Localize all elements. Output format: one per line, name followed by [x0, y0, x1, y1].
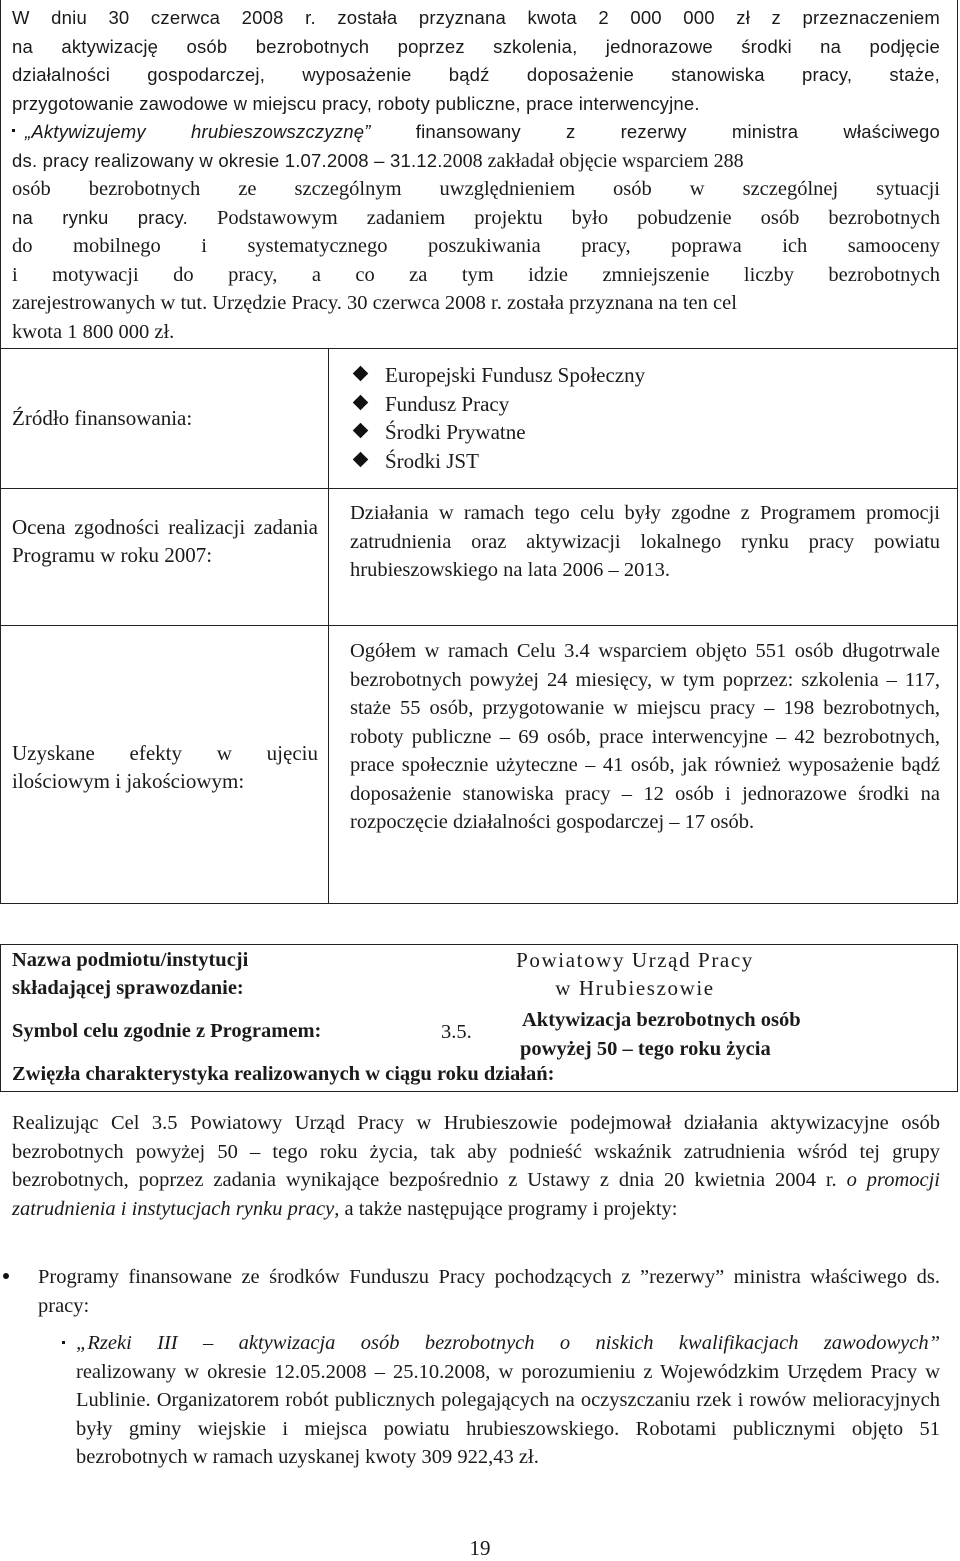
program-line-3: osób bezrobotnych ze szczególnym uwzględnieniem osób w szczególnej sytuacji — [12, 178, 940, 200]
assessment-text: Działania w ramach tego celu były zgodne z Programem promocji zatrudnienia oraz aktywizacji lokalnego rynku pracy powiatu hrubieszowskiego na lata 2006 – 2013. — [350, 502, 940, 581]
table-divider-row3 — [0, 625, 958, 626]
source-item: Środki JST — [352, 447, 645, 476]
program-line-1 — [12, 118, 940, 147]
law-title: o promocji zatrudnienia i instytucjach rynku pracy — [12, 1169, 940, 1220]
program-line-6: i motywacji do pracy, a co za tym idzie zmniejszenie liczby bezrobotnych — [12, 263, 940, 286]
program-line-4-sans: na rynku pracy. — [12, 206, 188, 228]
round-bullet-icon — [3, 1273, 9, 1279]
bullet-programs: Programy finansowane ze środków Funduszu Pracy pochodzących z ”rezerwy” ministra właściwego ds. pracy: — [38, 1266, 940, 1317]
source-item: Fundusz Pracy — [352, 390, 645, 419]
page-number: 19 — [469, 1536, 491, 1560]
symbol-label: Symbol celu zgodnie z Programem: — [12, 1020, 322, 1042]
program-line-2 — [12, 147, 940, 176]
entity-value: Powiatowy Urząd Pracy w Hrubieszowie — [516, 948, 754, 1000]
rzeki-paragraph — [76, 1329, 940, 1472]
program-line-4 — [12, 204, 940, 233]
effects-text: Ogółem w ramach Celu 3.4 wsparciem objęto 551 osób długotrwale bezrobotnych powyżej 24 miesięcy, w tym poprzez: szkolenia – 117, staże 55 osób, przygotowanie w miejscu pracy – 198 bezrobotnych, roboty publiczne – 69 osób, prace interwencyjne – 42 bezrobotnych, prace społecznie użyteczne – 41 osób, jak również wyposażenie bądź doposażenie stanowiska pracy – 12 osób i jednorazowe środki na rozpoczęcie działalności gospodarczej – 17 osób. — [350, 640, 940, 833]
entity-label: Nazwa podmiotu/instytucji składającej sprawozdanie: — [12, 949, 249, 999]
intro-paragraph: Realizując Cel 3.5 Powiatowy Urząd Pracy w Hrubieszowie podejmował działania aktywizacyjne osób bezrobotnych powyżej 50 – tego roku życia, tak aby podnieść wskaźnik zatrudnienia wśród tej grupy bezrobotnych, poprzez zadania wynikające bezpośrednio z Ustawy z dnia 20 kwietnia 2004 r. o promocji zatrudnienia i instytucjach rynku pracy, a także następujące programy i projekty: — [12, 1112, 940, 1220]
square-bullet-icon — [12, 129, 15, 132]
effects-label: Uzyskane efekty w ujęciu ilościowym i jakościowym: — [12, 741, 318, 793]
top-line-2: na aktywizację osób bezrobotnych poprzez szkolenia, jednorazowe środki na podjęcie — [12, 35, 940, 57]
program-line-7: zarejestrowanych w tut. Urzędzie Pracy. 30 czerwca 2008 r. została przyznana na ten cel — [12, 292, 737, 314]
diamond-bullet-icon — [353, 423, 369, 439]
program-line-1-rest: finansowany z rezerwy ministra właściwego — [370, 121, 941, 142]
top-line-1: W dniu 30 czerwca 2008 r. została przyznana kwota 2 000 000 zł z przeznaczeniem — [12, 7, 940, 28]
source-list — [352, 361, 645, 475]
program-line-2-sans: ds. pracy realizowany w okresie 1.07.2008 – 31.12. — [12, 149, 443, 171]
program-line-2-rest: 2008 zakładał objęcie wsparciem 288 — [442, 149, 744, 172]
source-item: Środki Prywatne — [352, 418, 645, 447]
summary-label: Zwięzła charakterystyka realizowanych w ciągu roku działań: — [12, 1063, 555, 1085]
diamond-bullet-icon — [353, 451, 369, 467]
top-paragraph — [12, 4, 940, 118]
square-bullet-icon — [62, 1341, 65, 1344]
rzeki-text: realizowany w okresie 12.05.2008 – 25.10.2008, w porozumieniu z Wojewódzkim Urzędem Pracy w Lublinie. Organizatorem robót publicznych polegających na oczyszczaniu rzek i rowów melioracyjnych były gminy wiejskie i miejsca powiatu hrubieszowskiego. Robotami publicznymi objęto 51 bezrobotnych w ramach uzyskanej kwoty 309 922,43 zł. — [76, 1360, 940, 1468]
rzeki-title: „Rzeki III – aktywizacja osób bezrobotnych o niskich kwalifikacjach zawodowych” — [76, 1332, 940, 1354]
table-divider-row2 — [0, 488, 958, 489]
diamond-bullet-icon — [353, 394, 369, 410]
table-divider-vertical — [328, 348, 329, 904]
top-line-4: przygotowanie zawodowe w miejscu pracy, roboty publiczne, prace interwencyjne. — [12, 92, 700, 114]
table-divider-row1 — [0, 348, 958, 349]
program-line-8: kwota 1 800 000 zł. — [12, 320, 175, 343]
program-title: „Aktywizujemy hrubieszowszczyznę” — [25, 121, 371, 142]
program-paragraph — [12, 118, 940, 346]
source-label: Źródło finansowania: — [12, 406, 193, 430]
top-line-3: działalności gospodarczej, wyposażenie bądź doposażenie stanowiska pracy, staże, — [12, 64, 940, 85]
program-line-5: do mobilnego i systematycznego poszukiwania pracy, poprawa ich samooceny — [12, 235, 940, 257]
assessment-label: Ocena zgodności realizacji zadania Programu w roku 2007: — [12, 515, 318, 567]
symbol-value: 3.5. — [441, 1021, 472, 1043]
source-item: Europejski Fundusz Społeczny — [352, 361, 645, 390]
diamond-bullet-icon — [353, 366, 369, 382]
report-divider — [0, 1091, 958, 1092]
goal-title: Aktywizacja bezrobotnych osób powyżej 50 – tego roku życia — [520, 1009, 801, 1060]
program-line-4-rest: Podstawowym zadaniem projektu było pobudzenie osób bezrobotnych — [187, 206, 940, 229]
